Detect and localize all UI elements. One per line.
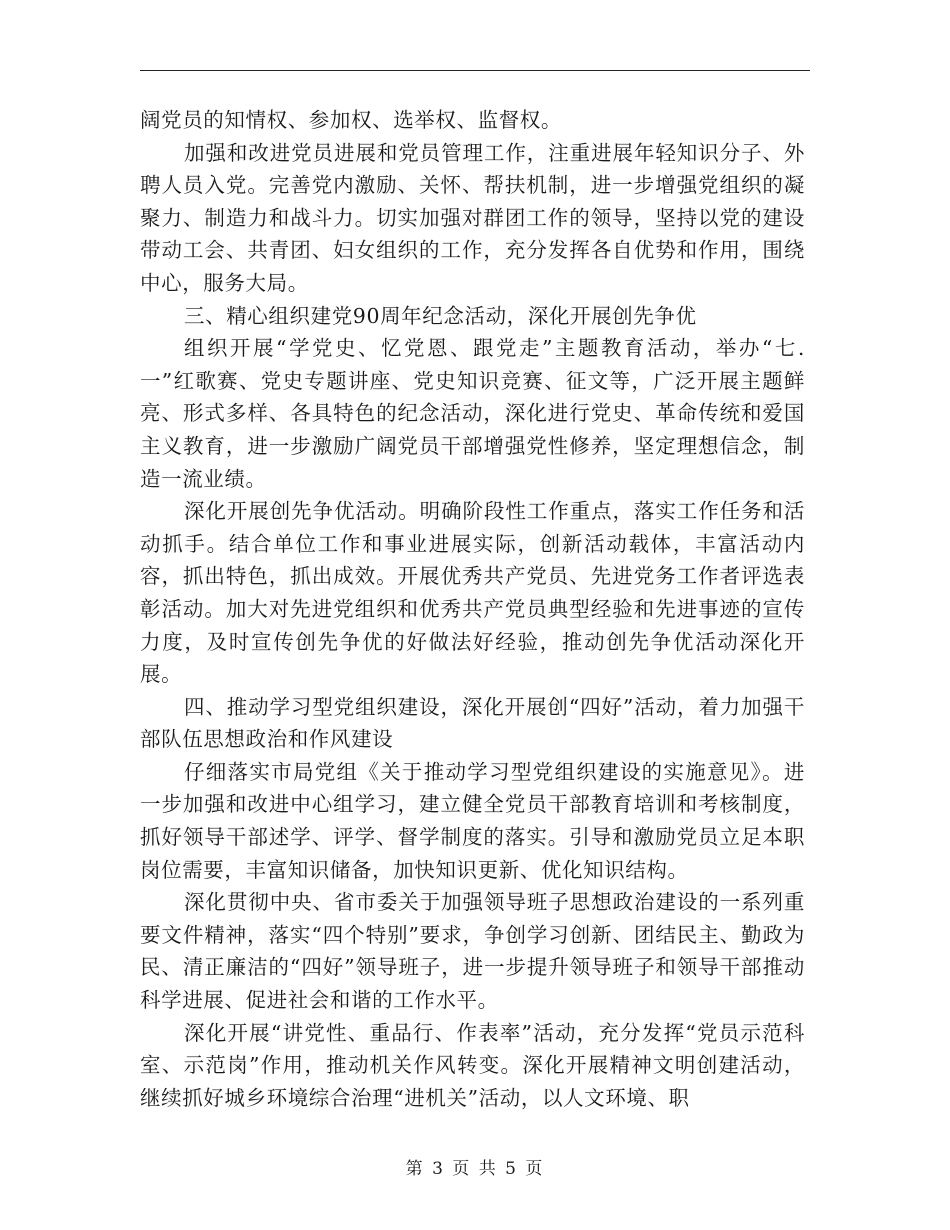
page-number: 第 3 页 共 5 页 <box>405 1159 545 1179</box>
section-heading-3: 三、精心组织建党90周年纪念活动，深化开展创先争优 <box>184 303 697 328</box>
header-rule <box>140 70 810 71</box>
paragraph-4: 组织开展“学党史、忆党恩、跟党走”主题教育活动，举办“七.一”红歌赛、党史专题讲座、党史知识竞赛、征文等，广泛开展主题鲜亮、形式多样、各具特色的纪念活动，深化进行党史、革命传统和爱国主义教育，进一步激励广阔党员干部增强党性修养，坚定理想信念，制造一流业绩。 <box>140 336 805 491</box>
paragraph-7: 仔细落实市局党组《关于推动学习型党组织建设的实施意见》。进一步加强和改进中心组学习，建立健全党员干部教育培训和考核制度，抓好领导干部述学、评学、督学制度的落实。引导和激励党员立足本职岗位需要，丰富知识储备，加快知识更新、优化知识结构。 <box>140 759 805 882</box>
section-heading-4: 四、推动学习型党组织建设，深化开展创“四好”活动，着力加强干部队伍思想政治和作风建设 <box>140 694 805 752</box>
paragraph-1: 阔党员的知情权、参加权、选举权、监督权。 <box>140 108 562 132</box>
paragraph-5: 深化开展创先争优活动。明确阶段性工作重点，落实工作任务和活动抓手。结合单位工作和事业进展实际，创新活动载体，丰富活动内容，抓出特色，抓出成效。开展优秀共产党员、先进党务工作者评选表彰活动。加大对先进党组织和优秀共产党员典型经验和先进事迹的宣传力度，及时宣传创先争优的好做法好经验，推动创先争优活动深化开展。 <box>140 499 805 687</box>
paragraph-9: 深化开展“讲党性、重品行、作表率”活动，充分发挥“党员示范科室、示范岗”作用，推动机关作风转变。深化开展精神文明创建活动，继续抓好城乡环境综合治理“进机关”活动，以人文环境、职 <box>140 1020 805 1110</box>
paragraph-8: 深化贯彻中央、省市委关于加强领导班子思想政治建设的一系列重要文件精神，落实“四个特别”要求，争创学习创新、团结民主、勤政为民、清正廉洁的“四好”领导班子，进一步提升领导班子和领导干部推动科学进展、促进社会和谐的工作水平。 <box>140 890 805 1013</box>
paragraph-2: 加强和改进党员进展和党员管理工作，注重进展年轻知识分子、外聘人员入党。完善党内激励、关怀、帮扶机制，进一步增强党组织的凝聚力、制造力和战斗力。切实加强对群团工作的领导，坚持以党的建设带动工会、共青团、妇女组织的工作，充分发挥各自优势和作用，围绕中心，服务大局。 <box>140 140 805 295</box>
document-body <box>140 104 805 1114</box>
